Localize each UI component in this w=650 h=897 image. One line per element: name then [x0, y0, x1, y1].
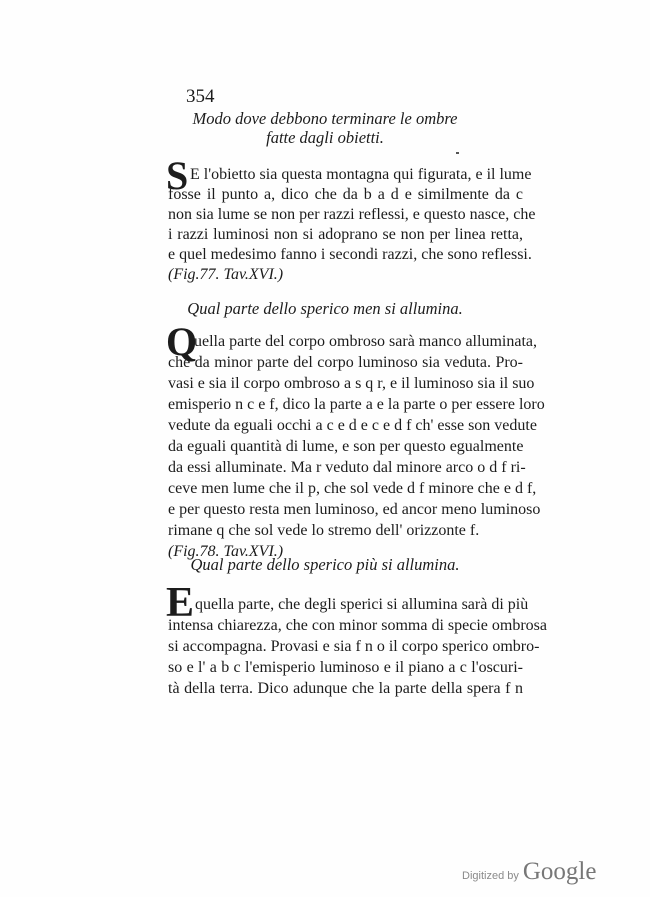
text-line: vasi e sia il corpo ombroso a s q r, e il luminoso sia il suo — [168, 375, 535, 392]
text-line: e per questo resta men luminoso, ed ancor meno luminoso — [168, 501, 541, 518]
text-line: da essi alluminate. Ma r veduto dal minore arco o d f ri- — [168, 459, 526, 476]
drop-cap: Q — [166, 319, 198, 364]
figure-reference: (Fig.77. Tav.XVI.) — [168, 266, 284, 283]
text-line: intensa chiarezza, che con minor somma di specie ombrosa — [168, 617, 547, 634]
section-heading: fatte dagli obietti. — [266, 128, 384, 147]
section-heading: Qual parte dello sperico men si allumina. — [187, 299, 463, 318]
text-line: rimane q che sol vede lo stremo dell' orizzonte f. — [168, 522, 480, 539]
text-line: vedute da eguali occhi a c e d e c e d f ch' esse son vedute — [168, 417, 537, 434]
watermark-brand: Google — [522, 858, 597, 885]
drop-cap: S — [166, 153, 189, 198]
text-line: E l'obietto sia questa montagna qui figurata, e il lume — [190, 166, 532, 183]
watermark-prefix: Digitized by — [462, 870, 519, 882]
ink-speck — [456, 152, 459, 154]
page-number: 354 — [186, 86, 215, 107]
text-line: uella parte del corpo ombroso sarà manco alluminata, — [194, 333, 537, 350]
text-line: si accompagna. Provasi e sia f n o il corpo sperico ombro- — [168, 638, 540, 655]
text-line: so e l' a b c l'emisperio luminoso e il piano a c l'oscuri- — [168, 659, 523, 676]
text-line: i razzi luminosi non si adoprano se non per linea retta, — [168, 226, 523, 243]
text-line: fosse il punto a, dico che da b a d e similmente da c — [168, 186, 523, 203]
text-line: ceve men lume che il p, che sol vede d f minore che e d f, — [168, 480, 537, 497]
text-line: emisperio n c e f, dico la parte a e la parte o per essere loro — [168, 396, 545, 413]
figure-reference: (Fig.78. Tav.XVI.) — [168, 543, 284, 560]
drop-cap: E — [166, 580, 195, 626]
text-line: non sia lume se non per razzi reflessi, e questo nasce, che — [168, 206, 536, 223]
text-line: tà della terra. Dico adunque che la parte della spera f n — [168, 680, 523, 697]
text-line: quella parte, che degli sperici si allumina sarà di più — [195, 596, 529, 613]
text-line: da eguali quantità di lume, e son per questo egualmente — [168, 438, 524, 455]
section-heading: Modo dove debbono terminare le ombre — [192, 109, 458, 128]
text-line: che da minor parte del corpo luminoso sia veduta. Pro- — [168, 354, 523, 371]
section-heading: Qual parte dello sperico più si allumina. — [190, 555, 460, 574]
digitization-watermark — [462, 858, 596, 886]
text-line: e quel medesimo fanno i secondi razzi, che sono reflessi. — [168, 246, 532, 263]
